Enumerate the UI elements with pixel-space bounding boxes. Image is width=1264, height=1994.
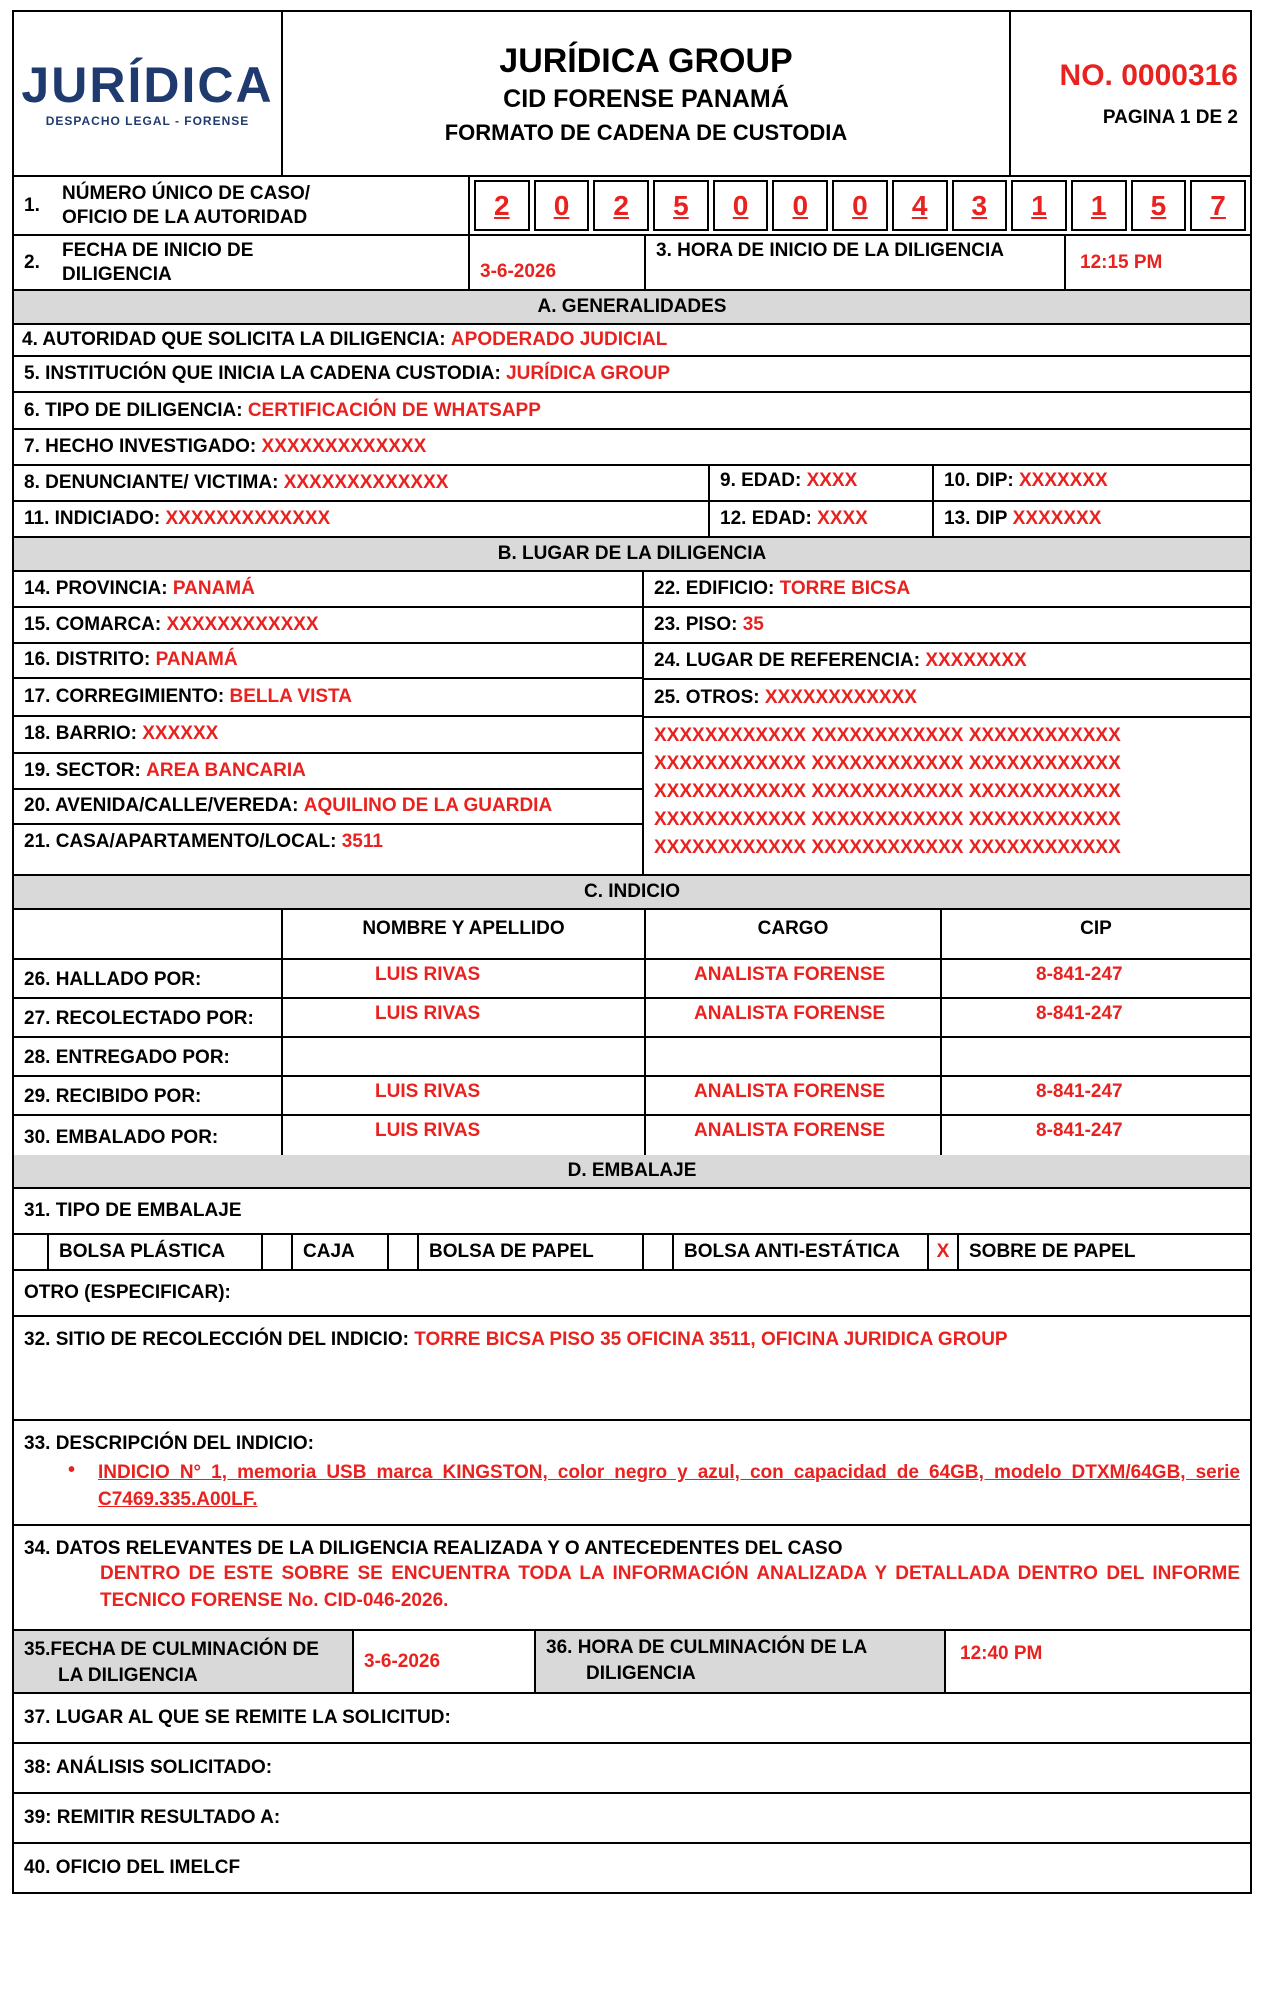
indicio-row — [14, 960, 1250, 999]
field-label: OFICIO DE LA AUTORIDAD — [62, 206, 308, 228]
indicio-name[interactable]: LUIS RIVAS — [283, 960, 646, 997]
form-number-box — [1011, 12, 1250, 175]
field-label[interactable]: 39: REMITIR RESULTADO A: — [24, 1807, 281, 1828]
field-value[interactable]: XXXXXX — [142, 723, 219, 745]
indicio-row — [14, 1116, 1250, 1155]
form-titles — [283, 12, 1011, 175]
indicio-name[interactable] — [283, 1038, 646, 1075]
field-40 — [14, 1844, 1250, 1892]
field-label: 7. HECHO INVESTIGADO: — [24, 436, 257, 457]
field-value[interactable]: CERTIFICACIÓN DE WHATSAPP — [247, 399, 541, 421]
field-value[interactable]: JURÍDICA GROUP — [506, 363, 671, 384]
field-14: 14. PROVINCIA: PANAMÁ — [14, 572, 642, 608]
field-label[interactable]: 40. OFICIO DEL IMELCF — [24, 1857, 241, 1878]
field-value[interactable]: BELLA VISTA — [229, 686, 352, 708]
field-label[interactable]: 37. LUGAR AL QUE SE REMITE LA SOLICITUD: — [24, 1707, 451, 1728]
indicio-cip[interactable]: 8-841-247 — [1036, 1081, 1123, 1102]
indicio-row-label: 26. HALLADO POR: — [14, 960, 283, 997]
field-value[interactable]: AQUILINO DE LA GUARDIA — [303, 795, 553, 817]
indicio-cargo[interactable] — [646, 1038, 942, 1075]
case-digit-box[interactable]: 2 — [593, 180, 649, 231]
relevant-data-value[interactable]: DENTRO DE ESTE SOBRE SE ENCUENTRA TODA LA INFORMACIÓN ANALIZADA Y DETALLADA DENTRO DEL INFORME TECNICO FORENSE No. CID-046-2026. — [100, 1563, 1240, 1611]
case-digit-box[interactable]: 0 — [832, 180, 888, 231]
field-16: 16. DISTRITO: PANAMÁ — [14, 644, 642, 680]
logo-brand: JURÍDICA — [21, 56, 274, 113]
field-20: 20. AVENIDA/CALLE/VEREDA: AQUILINO DE LA GUARDIA — [14, 790, 642, 826]
indicio-name[interactable]: LUIS RIVAS — [283, 1077, 646, 1114]
indicio-row-label: 29. RECIBIDO POR: — [14, 1077, 283, 1114]
field-value[interactable]: XXXXXXXXXXXX — [166, 613, 319, 635]
case-digit-box[interactable]: 5 — [1131, 180, 1187, 231]
field-label[interactable]: 38: ANÁLISIS SOLICITADO: — [24, 1757, 273, 1778]
case-digit-box[interactable]: 7 — [1190, 180, 1246, 231]
case-digit-box[interactable]: 4 — [892, 180, 948, 231]
field-value[interactable]: XXXXXXXXXXXXX — [261, 436, 427, 457]
indicio-row — [14, 1077, 1250, 1116]
field-label: NÚMERO ÚNICO DE CASO/ — [62, 182, 311, 204]
indicio-cip[interactable]: 8-841-247 — [1036, 1003, 1123, 1024]
field-32 — [14, 1317, 1250, 1421]
field-value[interactable]: XXXXXXXXXXXXX — [283, 472, 449, 493]
field-label: 31. TIPO DE EMBALAJE — [24, 1200, 242, 1221]
field-35-36 — [14, 1631, 1250, 1694]
indicio-row-label: 30. EMBALADO POR: — [14, 1116, 283, 1155]
checkbox-caja[interactable] — [389, 1235, 419, 1269]
col-header: CIP — [1080, 918, 1112, 939]
section-a-header — [14, 291, 1250, 325]
field-24: 24. LUGAR DE REFERENCIA: XXXXXXXX — [644, 644, 1250, 680]
field-38 — [14, 1744, 1250, 1794]
end-time-value[interactable]: 12:40 PM — [960, 1643, 1043, 1664]
section-title: A. GENERALIDADES — [537, 296, 727, 317]
field-5 — [14, 357, 1250, 393]
case-digit-box[interactable]: 1 — [1071, 180, 1127, 231]
field-label: OTRO (ESPECIFICAR): — [24, 1282, 231, 1303]
field-label: 36. HORA DE CULMINACIÓN DE LA — [546, 1637, 868, 1658]
indicio-row-label: 28. ENTREGADO POR: — [14, 1038, 283, 1075]
field-value[interactable]: XXXXXXX — [1018, 470, 1108, 491]
indicio-name[interactable]: LUIS RIVAS — [283, 999, 646, 1036]
option-caja: CAJA — [293, 1235, 389, 1269]
checkbox-antiestatica-mark[interactable]: X — [929, 1235, 959, 1269]
field-label: 8. DENUNCIANTE/ VICTIMA: — [24, 472, 279, 493]
field-value[interactable]: XXXXXXXXXXXXX — [165, 508, 331, 529]
end-date-value[interactable]: 3-6-2026 — [364, 1650, 441, 1672]
section-b-header — [14, 538, 1250, 572]
field-22: 22. EDIFICIO: TORRE BICSA — [644, 572, 1250, 608]
field-value[interactable]: 3511 — [341, 831, 383, 853]
form-title: JURÍDICA GROUP — [499, 41, 793, 80]
logo-subtitle: DESPACHO LEGAL - FORENSE — [45, 113, 250, 128]
indicio-table-body — [14, 960, 1250, 1155]
case-digit-box[interactable]: 0 — [772, 180, 828, 231]
col-header: CARGO — [646, 910, 942, 958]
field-7 — [14, 430, 1250, 466]
field-label: 9. EDAD: — [720, 470, 802, 491]
field-value[interactable]: 35 — [742, 614, 764, 635]
section-d-header — [14, 1155, 1250, 1189]
indicio-row-label: 27. RECOLECTADO POR: — [14, 999, 283, 1036]
field-value[interactable]: AREA BANCARIA — [146, 759, 306, 781]
option-sobre-papel: SOBRE DE PAPEL — [969, 1241, 1136, 1262]
location-block — [14, 572, 1250, 876]
case-number-digits[interactable] — [470, 177, 1250, 234]
evidence-description[interactable]: INDICIO N° 1, memoria USB marca KINGSTON, color negro y azul, con capacidad de 64GB, modelo DTXM/64GB, serie C7469.335.A00LF. — [98, 1462, 1240, 1510]
case-digit-box[interactable]: 0 — [713, 180, 769, 231]
field-case-number — [14, 177, 1250, 236]
field-6 — [14, 393, 1250, 430]
field-25: 25. OTROS: XXXXXXXXXXXX — [644, 680, 1250, 718]
field-otro — [14, 1271, 1250, 1317]
field-11-13 — [14, 502, 1250, 538]
field-label: 12. EDAD: — [720, 508, 812, 529]
page-indicator: PAGINA 1 DE 2 — [1102, 106, 1238, 128]
section-title: B. LUGAR DE LA DILIGENCIA — [497, 543, 767, 564]
field-label: 32. SITIO DE RECOLECCIÓN DEL INDICIO: — [24, 1329, 409, 1350]
field-value[interactable]: PANAMÁ — [172, 577, 255, 599]
field-value[interactable]: TORRE BICSA — [779, 578, 911, 599]
custody-form — [12, 10, 1252, 1894]
form-subtitle: CID FORENSE PANAMÁ — [503, 84, 789, 113]
field-label: 33. DESCRIPCIÓN DEL INDICIO: — [24, 1433, 314, 1454]
field-number: 1. — [24, 194, 40, 216]
field-4 — [14, 325, 1250, 357]
field-value[interactable]: TORRE BICSA PISO 35 OFICINA 3511, OFICINA JURIDICA GROUP — [414, 1329, 1008, 1350]
field-8-10 — [14, 466, 1250, 502]
field-label: 11. INDICIADO: — [24, 508, 161, 529]
field-34 — [14, 1526, 1250, 1631]
field-value[interactable]: XXXXXXX — [1012, 508, 1102, 529]
form-header — [14, 12, 1250, 177]
field-21: 21. CASA/APARTAMENTO/LOCAL: 3511 — [24, 831, 383, 853]
indicio-cargo[interactable]: ANALISTA FORENSE — [646, 1116, 942, 1155]
indicio-cargo[interactable]: ANALISTA FORENSE — [646, 1077, 942, 1114]
bullet-icon: • — [68, 1459, 76, 1481]
field-label: 6. TIPO DE DILIGENCIA: — [24, 399, 243, 421]
field-37 — [14, 1694, 1250, 1744]
indicio-row — [14, 999, 1250, 1038]
option-bolsa-papel: BOLSA DE PAPEL — [419, 1235, 644, 1269]
field-18: 18. BARRIO: XXXXXX — [14, 717, 642, 754]
indicio-cip[interactable]: 8-841-247 — [1036, 1120, 1123, 1141]
checkbox-bolsa-papel[interactable] — [644, 1235, 674, 1269]
field-label: 4. AUTORIDAD QUE SOLICITA LA DILIGENCIA: — [22, 329, 446, 350]
option-bolsa-antiestatica: BOLSA ANTI-ESTÁTICA — [674, 1235, 929, 1269]
indicio-cargo[interactable]: ANALISTA FORENSE — [646, 999, 942, 1036]
field-value[interactable]: APODERADO JUDICIAL — [450, 329, 668, 350]
section-title: C. INDICIO — [583, 881, 681, 902]
indicio-cargo[interactable]: ANALISTA FORENSE — [646, 960, 942, 997]
field-39 — [14, 1794, 1250, 1844]
field-number: 2. — [24, 251, 40, 273]
indicio-cip[interactable]: 8-841-247 — [1036, 964, 1123, 985]
case-digit-box[interactable]: 3 — [952, 180, 1008, 231]
embalaje-options — [14, 1235, 1250, 1271]
field-label: LA DILIGENCIA — [58, 1665, 198, 1686]
field-31 — [14, 1189, 1250, 1235]
form-format-title: FORMATO DE CADENA DE CUSTODIA — [444, 119, 848, 145]
field-17: 17. CORREGIMIENTO: BELLA VISTA — [14, 679, 642, 717]
indicio-row — [14, 1038, 1250, 1077]
field-start-date-time — [14, 236, 1250, 291]
case-digit-box[interactable]: 2 — [474, 180, 530, 231]
field-label: FECHA DE INICIO DE — [62, 239, 254, 261]
field-23: 23. PISO: 35 — [644, 608, 1250, 644]
indicio-header-row — [14, 910, 1250, 960]
field-label: 13. DIP — [944, 508, 1008, 529]
field-15: 15. COMARCA: XXXXXXXXXXXX — [14, 608, 642, 644]
logo — [14, 12, 283, 175]
field-label: 34. DATOS RELEVANTES DE LA DILIGENCIA REALIZADA Y O ANTECEDENTES DEL CASO — [24, 1538, 843, 1559]
field-value[interactable]: XXXXXXXXXXXX — [764, 687, 917, 708]
field-19: 19. SECTOR: AREA BANCARIA — [14, 754, 642, 790]
field-label: 5. INSTITUCIÓN QUE INICIA LA CADENA CUSTODIA: — [24, 363, 501, 384]
field-value[interactable]: XXXX — [806, 470, 858, 491]
field-value[interactable]: XXXX — [817, 508, 868, 529]
field-value[interactable]: XXXXXXXX — [925, 650, 1027, 671]
field-value[interactable]: PANAMÁ — [155, 649, 238, 671]
field-label: 35.FECHA DE CULMINACIÓN DE — [24, 1639, 319, 1660]
field-label: DILIGENCIA — [586, 1663, 696, 1684]
section-title: D. EMBALAJE — [567, 1160, 697, 1181]
case-digit-box[interactable]: 1 — [1011, 180, 1067, 231]
field-label: 10. DIP: — [944, 470, 1014, 491]
col-header: NOMBRE Y APELLIDO — [283, 910, 646, 958]
section-c-header — [14, 876, 1250, 910]
otros-text[interactable]: XXXXXXXXXXXX XXXXXXXXXXXX XXXXXXXXXXXX XXXXXXXXXXXX XXXXXXXXXXXX XXXXXXXXXXXX XXXXXXXXXXXX XXXXXXXXXXXX XXXXXXXXXXXX XXXXXXXXXXXX XXXXXXXXXXXX XXXXXXXXXXXX XXXXXXXXXXXX XXXXXXXXXXXX XXXXXXXXXXXX — [654, 725, 1121, 858]
form-number: NO. 0000316 — [1059, 58, 1238, 92]
indicio-cip[interactable] — [942, 1038, 1250, 1075]
start-time-label: 3. HORA DE INICIO DE LA DILIGENCIA — [656, 240, 1005, 261]
case-digit-box[interactable]: 5 — [653, 180, 709, 231]
option-bolsa-plastica: BOLSA PLÁSTICA — [49, 1235, 263, 1269]
case-digit-box[interactable]: 0 — [534, 180, 590, 231]
start-time-value[interactable]: 12:15 PM — [1080, 251, 1163, 273]
field-label: DILIGENCIA — [62, 263, 172, 285]
start-date-value[interactable]: 3-6-2026 — [480, 261, 557, 282]
checkbox-bolsa-plastica[interactable] — [263, 1235, 293, 1269]
field-33 — [14, 1421, 1250, 1526]
indicio-name[interactable]: LUIS RIVAS — [283, 1116, 646, 1155]
